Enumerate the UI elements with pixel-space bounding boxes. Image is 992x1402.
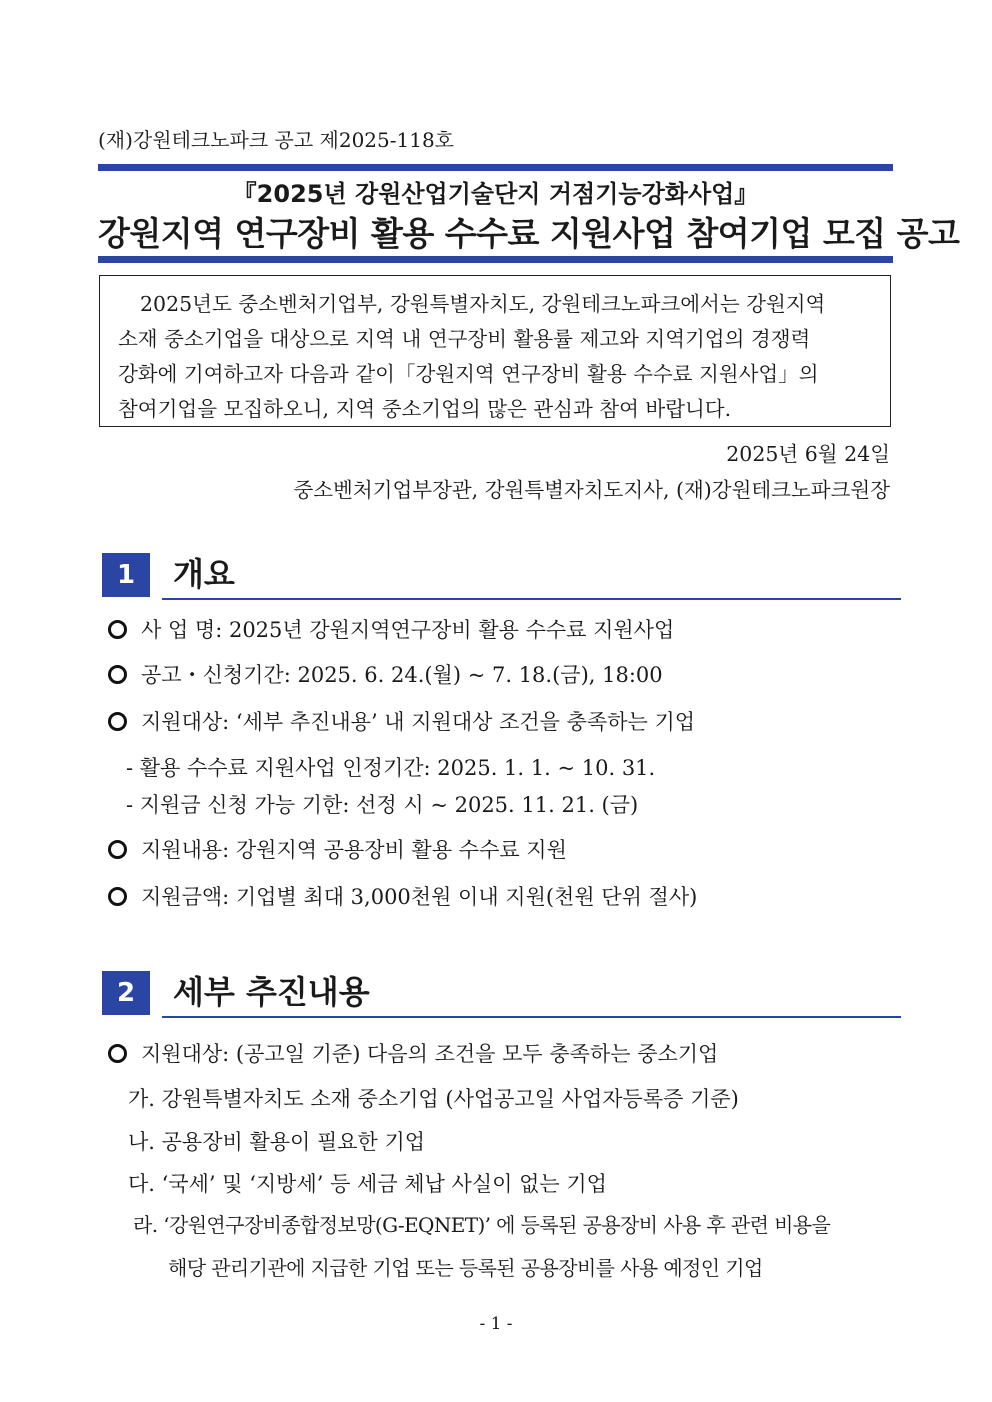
- circle-bullet-icon: [108, 712, 127, 731]
- bullet-text: 지원대상: ‘세부 추진내용’ 내 지원대상 조건을 충족하는 기업: [141, 710, 696, 734]
- intro-line: 2025년도 중소벤처기업부, 강원특별자치도, 강원테크노파크에서는 강원지역: [140, 292, 826, 316]
- bullet-text: 공고・신청기간: 2025. 6. 24.(월) ~ 7. 18.(금), 18:00: [141, 663, 663, 687]
- bullet-item: [108, 1038, 718, 1068]
- section-number-badge: 1: [102, 553, 150, 597]
- bullet-item: [108, 881, 697, 911]
- circle-bullet-icon: [108, 620, 127, 639]
- bullet-item: [108, 614, 674, 644]
- page-title: 강원지역 연구장비 활용 수수료 지원사업 참여기업 모집 공고: [98, 214, 960, 253]
- notice-number: (재)강원테크노파크 공고 제2025-118호: [98, 128, 454, 152]
- notice-date: 2025년 6월 24일: [726, 442, 890, 466]
- intro-line: 소재 중소기업을 대상으로 지역 내 연구장비 활용률 제고와 지역기업의 경쟁력: [118, 327, 811, 351]
- section-rule: [162, 1016, 901, 1018]
- condition-item: 가. 강원특별자치도 소재 중소기업 (사업공고일 사업자등록증 기준): [128, 1087, 739, 1111]
- circle-bullet-icon: [108, 840, 127, 859]
- section-number-badge: 2: [102, 971, 150, 1015]
- bullet-item: [108, 659, 663, 689]
- circle-bullet-icon: [108, 665, 127, 684]
- condition-item: 라. ‘강원연구장비종합정보망(G-EQNET)’ 에 등록된 공용장비 사용 후 관련 비용을: [133, 1213, 831, 1237]
- bullet-item: [108, 706, 695, 736]
- sub-item: - 지원금 신청 가능 기한: 선정 시 ~ 2025. 11. 21. (금): [126, 793, 639, 817]
- title-bar-top: [98, 164, 893, 171]
- bullet-text: 지원내용: 강원지역 공용장비 활용 수수료 지원: [141, 838, 567, 862]
- title-bar-bottom: [98, 256, 893, 263]
- condition-item: 나. 공용장비 활용이 필요한 기업: [128, 1130, 426, 1154]
- signatories: 중소벤처기업부장관, 강원특별자치도지사, (재)강원테크노파크원장: [293, 478, 890, 502]
- bullet-text: 지원대상: (공고일 기준) 다음의 조건을 모두 충족하는 중소기업: [141, 1042, 719, 1066]
- intro-line: 참여기업을 모집하오니, 지역 중소기업의 많은 관심과 참여 바랍니다.: [118, 397, 732, 421]
- bullet-text: 지원금액: 기업별 최대 3,000천원 이내 지원(천원 단위 절사): [141, 885, 698, 909]
- intro-line: 강화에 기여하고자 다음과 같이「강원지역 연구장비 활용 수수료 지원사업」의: [118, 362, 819, 386]
- condition-item-continued: 해당 관리기관에 지급한 기업 또는 등록된 공용장비를 사용 예정인 기업: [168, 1256, 763, 1280]
- page-subtitle: 『2025년 강원산업기술단지 거점기능강화사업』: [232, 180, 759, 208]
- sub-item: - 활용 수수료 지원사업 인정기간: 2025. 1. 1. ~ 10. 31.: [126, 756, 656, 780]
- section-title: 세부 추진내용: [173, 973, 370, 1011]
- bullet-text: 사 업 명: 2025년 강원지역연구장비 활용 수수료 지원사업: [141, 618, 675, 642]
- page-number: - 1 -: [479, 1314, 513, 1334]
- section-title: 개요: [173, 555, 235, 593]
- section-rule: [162, 598, 901, 600]
- circle-bullet-icon: [108, 887, 127, 906]
- circle-bullet-icon: [108, 1044, 127, 1063]
- condition-item: 다. ‘국세’ 및 ‘지방세’ 등 세금 체납 사실이 없는 기업: [128, 1172, 607, 1196]
- bullet-item: [108, 834, 567, 864]
